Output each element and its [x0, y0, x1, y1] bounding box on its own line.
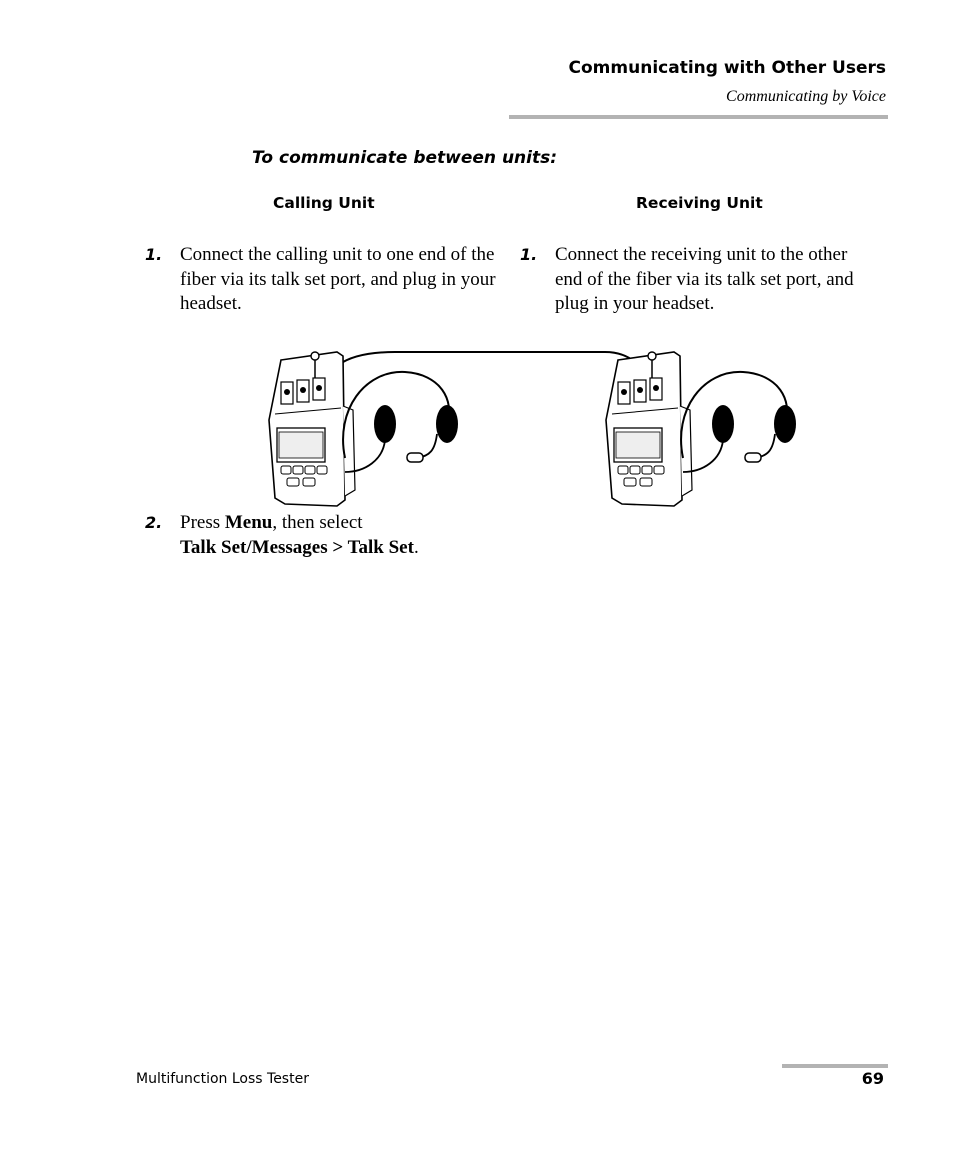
talk-set-connection-figure [255, 340, 815, 510]
step-number: 1. [520, 245, 538, 264]
page-number: 69 [861, 1069, 884, 1088]
column-heading-calling-unit: Calling Unit [273, 194, 375, 212]
step-text-prefix: Press [180, 512, 225, 533]
footer-rule [782, 1064, 888, 1068]
header-subsection-title: Communicating by Voice [726, 88, 886, 105]
menu-command: Menu [224, 512, 273, 533]
column-heading-receiving-unit: Receiving Unit [636, 194, 763, 212]
step-text-calling: Connect the calling unit to one end of the fiber via its talk set port, and plug in your headset. [180, 244, 496, 314]
menu-path: Talk Set/Messages > Talk Set [180, 536, 414, 558]
procedure-title: To communicate between units: [252, 148, 558, 168]
step-text-receiving: Connect the receiving unit to the other end of the fiber via its talk set port, and plug in your headset. [555, 244, 854, 314]
calling-unit-headset-icon [343, 372, 458, 472]
receiving-unit-device-icon [606, 352, 692, 506]
step-number: 2. [145, 513, 163, 532]
footer-product-name: Multifunction Loss Tester [136, 1071, 309, 1087]
header-rule [509, 115, 888, 119]
fiber-cable [317, 352, 655, 402]
receiving-unit-headset-icon [681, 372, 796, 472]
step-number: 1. [145, 245, 163, 264]
step-text-suffix: . [413, 536, 419, 558]
step-text-middle: , then select [272, 512, 363, 533]
header-section-title: Communicating with Other Users [568, 58, 886, 78]
step-text-select-talk-set [180, 511, 600, 560]
calling-unit-device-icon [269, 352, 355, 506]
